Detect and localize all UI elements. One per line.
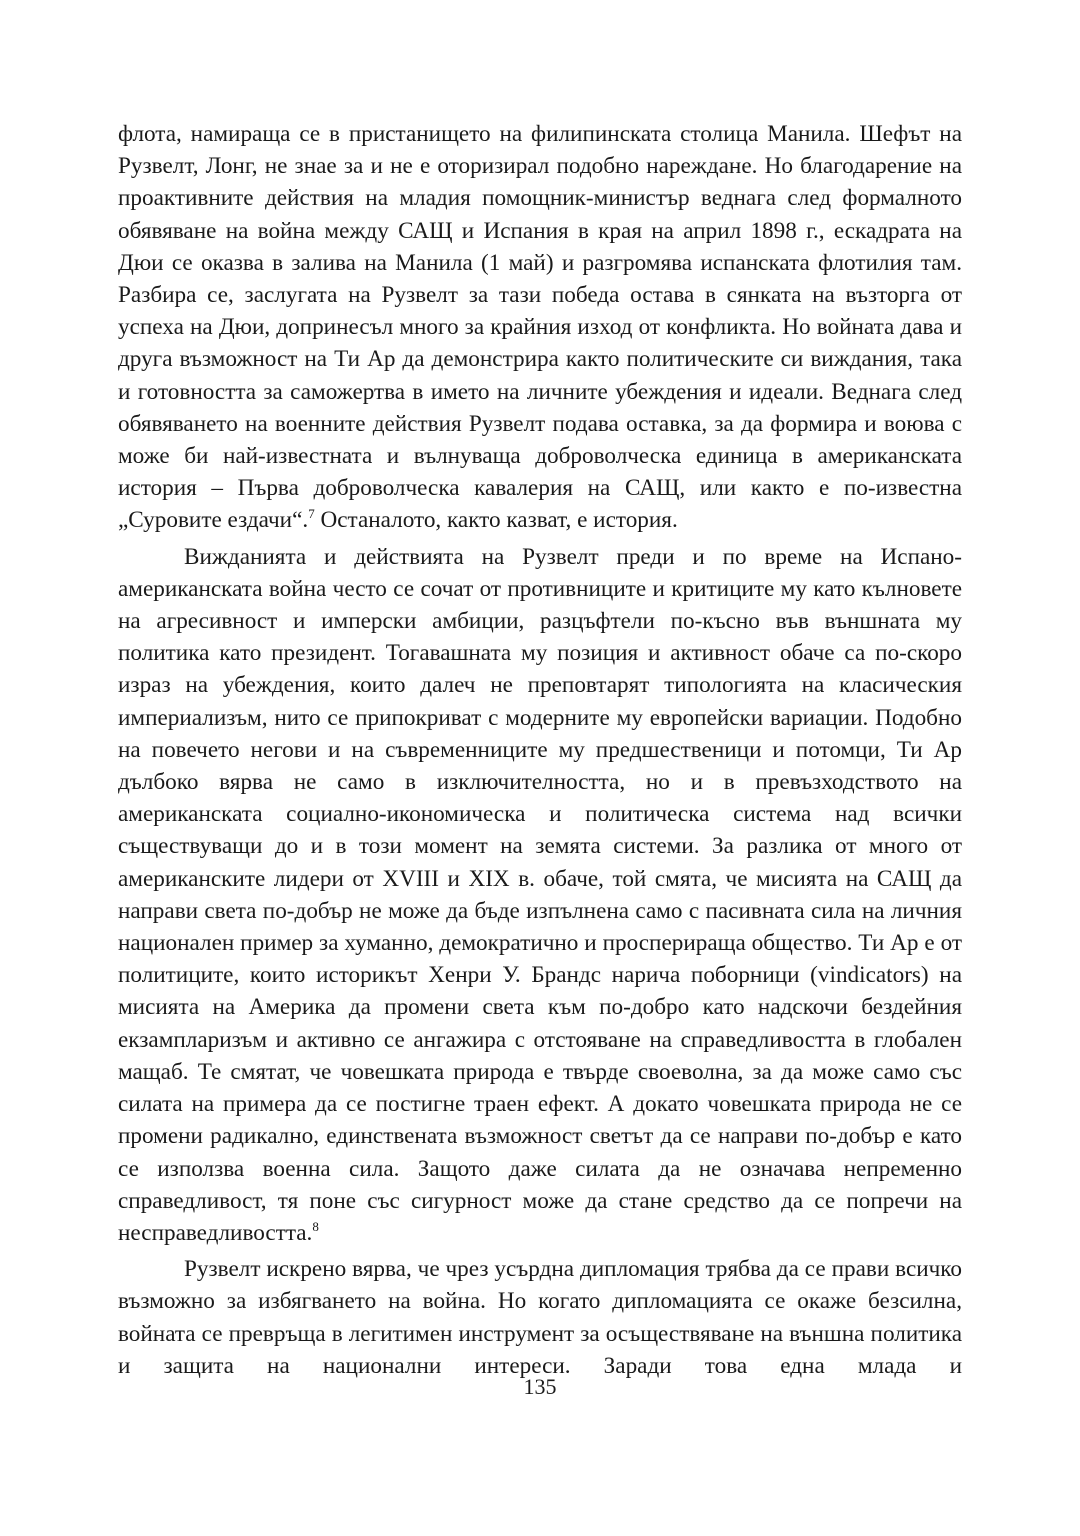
paragraph-3-text: Рузвелт искрено вярва, че чрез усърдна дипломация трябва да се прави всичко възможно за избягването на война. Но когато дипломацията се окаже безсилна, войната се превръща в легитимен инструмент за осъществяване на външна политика и защита на национални интереси. Заради това една млада и: [118, 1256, 962, 1379]
page-number: 135: [523, 1374, 557, 1399]
paragraph-1-text: флота, намираща се в пристанището на филипинската столица Манила. Шефът на Рузвелт, Лонг, не знае за и не е оторизирал подобно нареждане. Но благодарение на проактивните действия на младия помощник-министър веднага след формалното обявяване на война между САЩ и Испания в края на април 1898 г., ескадрата на Дюи се оказва в залива на Манила (1 май) и разгромява испанската флотилия там. Разбира се, заслугата на Рузвелт за тази победа остава в сянката на възторга от успеха на Дюи, допринесъл много за крайния изход от конфликта. Но войната дава и друга възможност на Ти Ар да демонстрира както политическите си виждания, така и готовността за саможертва в името на личните убеждения и идеали. Веднага след обявяването на военните действия Рузвелт подава оставка, за да формира и воюва с може би най-известната и вълнуваща доброволческа единица в американската история – Първа доброволческа кавалерия на САЩ, или както е по-известна „Суровите ездачи“.: [118, 121, 962, 534]
paragraph-1: [118, 118, 962, 537]
paragraph-2: [118, 541, 962, 1249]
body-text: [118, 118, 962, 1382]
footnote-ref-7: 7: [308, 506, 315, 522]
paragraph-2-text: Вижданията и действията на Рузвелт преди и по време на Испано-американската война често се сочат от противниците и критиците му като кълновете на агресивност и имперски амбиции, разцъфтели по-късно във външната му политика като президент. Тогавашната му позиция и активност обаче са по-скоро израз на убеждения, които далеч не преповтарят типологията на класическия империализъм, нито се припокриват с модерните му европейски вариации. Подобно на повечето негови и на съвременниците му предшественици и потомци, Ти Ар дълбоко вярва не само в изключителността, но и в превъзходството на американската социално-икономическа и политическа система над всички съществуващи до и в този момент на земята системи. За разлика от много от американските лидери от XVIII и XIX в. обаче, той смята, че мисията на САЩ да направи света по-добър не може да бъде изпълнена само с пасивната сила на личния национален пример за хуманно, демократично и просперираща общество. Ти Ар е от политиците, които историкът Хенри У. Брандс нарича поборници (vindicators) на мисията на Америка да промени света към по-добро като надскочи бездейния екзампларизъм и активно се ангажира с отстояване на справедливостта в глобален мащаб. Те смятат, че човешката природа е твърде своеволна, за да може само със силата на примера да се постигне траен ефект. А докато човешката природа не се промени радикално, единствената възможност светът да се направи по-добър е като се използва военна сила. Защото даже силата да не означава непременно справедливост, тя поне със сигурност може да стане средство да се попречи на несправедливостта.: [118, 543, 962, 1246]
paragraph-3: [118, 1253, 962, 1382]
paragraph-1-text-end: Останалото, както казват, е история.: [314, 507, 678, 534]
footnote-ref-8: 8: [312, 1218, 319, 1234]
